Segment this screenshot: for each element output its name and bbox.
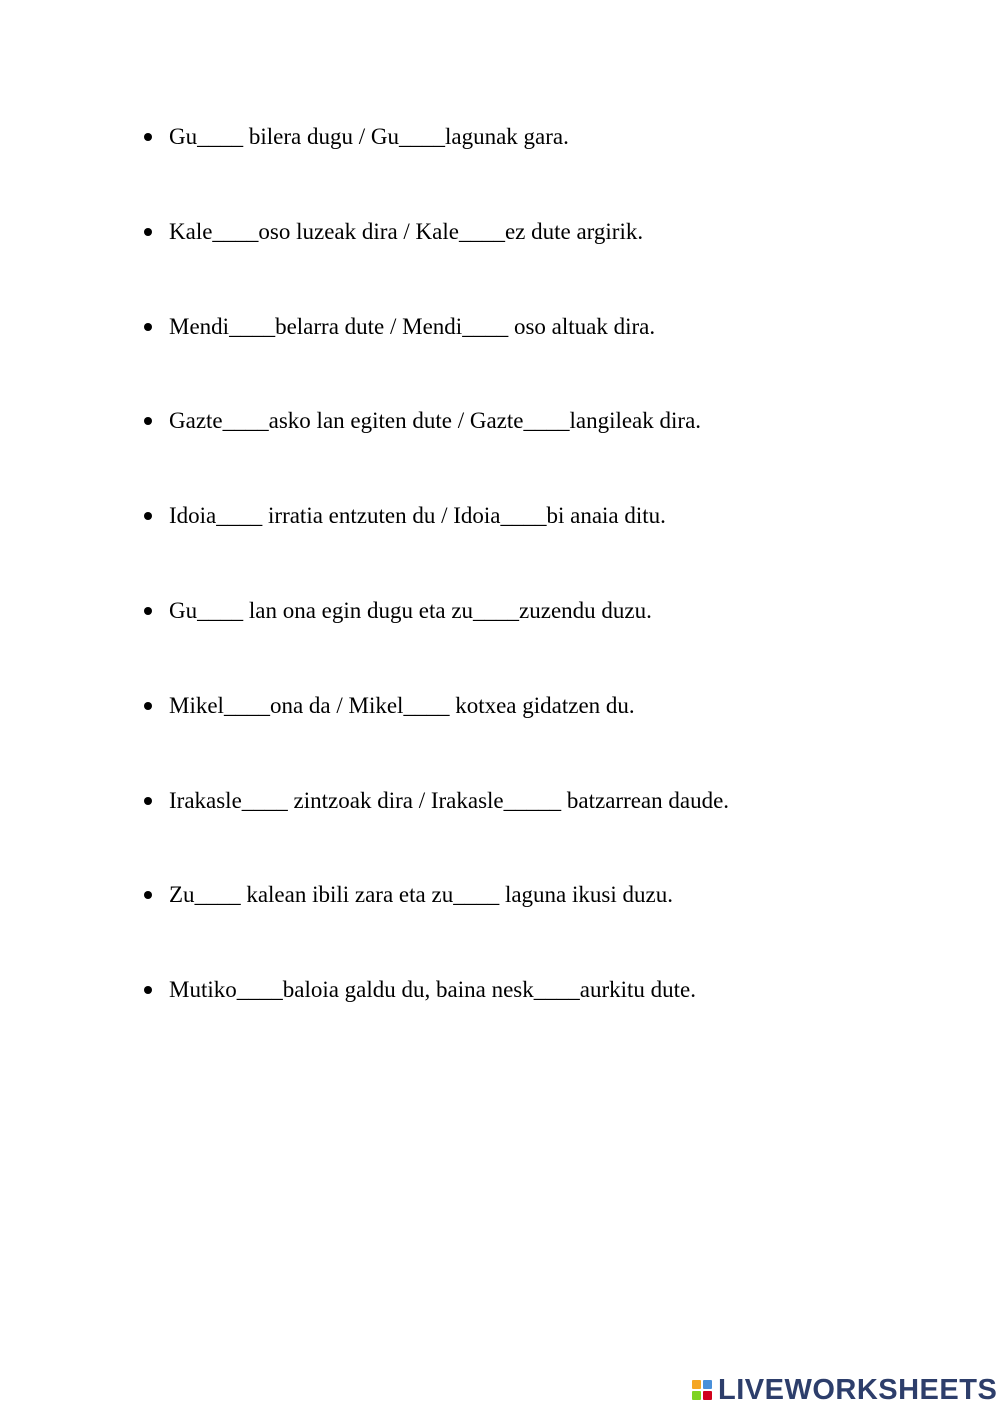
sentence-text: Gu — [169, 597, 198, 623]
exercise-item — [144, 496, 944, 591]
sentence-text: bi anaia ditu. — [546, 503, 666, 529]
blank-field[interactable]: ____ — [403, 692, 450, 718]
blank-field[interactable]: ____ — [222, 408, 269, 434]
bullet-icon — [144, 133, 152, 141]
sentence-text: kalean ibili zara eta zu — [240, 882, 454, 908]
sentence-text: asko lan egiten dute / Gazte — [268, 408, 524, 434]
bullet-icon — [144, 512, 152, 520]
bullet-icon — [144, 323, 152, 331]
exercise-sentence — [169, 117, 569, 157]
blank-field[interactable]: ____ — [398, 124, 445, 149]
exercise-item — [144, 686, 944, 781]
sentence-text: lan ona egin dugu eta zu — [243, 597, 474, 623]
exercise-sentence — [169, 686, 635, 726]
blank-field[interactable]: ____ — [194, 882, 241, 908]
blank-field[interactable]: ____ — [453, 882, 500, 908]
blank-field[interactable]: ____ — [523, 408, 570, 434]
exercise-sentence — [169, 212, 643, 252]
blank-field[interactable]: ____ — [458, 218, 505, 244]
bullet-icon — [144, 891, 152, 899]
sentence-text: zintzoak dira / Irakasle — [287, 787, 504, 813]
bullet-icon — [144, 228, 152, 236]
sentence-text: batzarrean daude. — [561, 787, 730, 813]
exercise-sentence — [169, 781, 729, 821]
bullet-icon — [144, 607, 152, 615]
sentence-text: kotxea gidatzen du. — [449, 692, 635, 718]
sentence-text: Mikel — [169, 692, 224, 718]
sentence-text: Irakasle — [169, 787, 242, 813]
sentence-text: ez dute argirik. — [504, 218, 644, 244]
blank-field[interactable]: ____ — [533, 977, 580, 1003]
blank-field[interactable]: ____ — [223, 692, 270, 718]
exercise-item — [144, 781, 944, 876]
sentence-text: Mutiko — [169, 977, 237, 1003]
exercise-item — [144, 970, 944, 1065]
sentence-text: aurkitu dute. — [579, 977, 696, 1003]
exercise-sentence — [169, 591, 652, 631]
sentence-text: ona da / Mikel — [269, 692, 404, 718]
exercise-item — [144, 875, 944, 970]
bullet-icon — [144, 417, 152, 425]
sentence-text: oso luzeak dira / Kale — [258, 218, 459, 244]
exercise-item — [144, 117, 944, 212]
sentence-text: baloia galdu du, baina nesk — [282, 977, 534, 1003]
logo-square-1 — [692, 1380, 701, 1389]
sentence-text: Zu — [169, 882, 195, 908]
liveworksheets-logo[interactable] — [692, 1372, 997, 1408]
exercise-sentence — [169, 307, 655, 347]
logo-square-4 — [703, 1391, 712, 1400]
blank-field[interactable]: ____ — [212, 218, 259, 244]
sentence-text: belarra dute / Mendi — [275, 313, 463, 339]
sentence-text: zuzendu duzu. — [519, 597, 652, 623]
bullet-icon — [144, 702, 152, 710]
exercise-item — [144, 212, 944, 307]
sentence-text: oso altuak dira. — [508, 313, 656, 339]
blank-field[interactable]: ____ — [236, 977, 283, 1003]
logo-square-2 — [703, 1380, 712, 1389]
exercise-item — [144, 307, 944, 402]
bullet-icon — [144, 797, 152, 805]
exercise-sentence — [169, 496, 666, 536]
exercise-item — [144, 591, 944, 686]
sentence-text: langileak dira. — [569, 408, 702, 434]
exercise-list — [144, 117, 944, 1065]
sentence-text: lagunak gara. — [444, 124, 569, 149]
sentence-text: Gazte — [169, 408, 223, 434]
sentence-text: Mendi — [169, 313, 230, 339]
blank-field[interactable]: ____ — [216, 503, 263, 529]
sentence-text: Kale — [169, 218, 213, 244]
sentence-text: Idoia — [169, 503, 217, 529]
blank-field[interactable]: ____ — [500, 503, 547, 529]
exercise-sentence — [169, 970, 696, 1010]
liveworksheets-logo-icon — [692, 1380, 712, 1400]
blank-field[interactable]: _____ — [503, 787, 562, 813]
bullet-icon — [144, 986, 152, 994]
logo-square-3 — [692, 1391, 701, 1400]
sentence-text: Gu — [169, 124, 198, 149]
exercise-item — [144, 401, 944, 496]
exercise-sentence — [169, 875, 673, 915]
blank-field[interactable]: ____ — [241, 787, 288, 813]
sentence-text: laguna ikusi duzu. — [499, 882, 673, 908]
blank-field[interactable]: ____ — [229, 313, 276, 339]
sentence-text: bilera dugu / Gu — [243, 124, 399, 149]
blank-field[interactable]: ____ — [473, 597, 520, 623]
blank-field[interactable]: ____ — [197, 597, 244, 623]
blank-field[interactable]: ____ — [197, 124, 244, 149]
sentence-text: irratia entzuten du / Idoia — [262, 503, 501, 529]
logo-text: LIVEWORKSHEETS — [718, 1373, 998, 1406]
blank-field[interactable]: ____ — [462, 313, 509, 339]
exercise-sentence — [169, 401, 701, 441]
